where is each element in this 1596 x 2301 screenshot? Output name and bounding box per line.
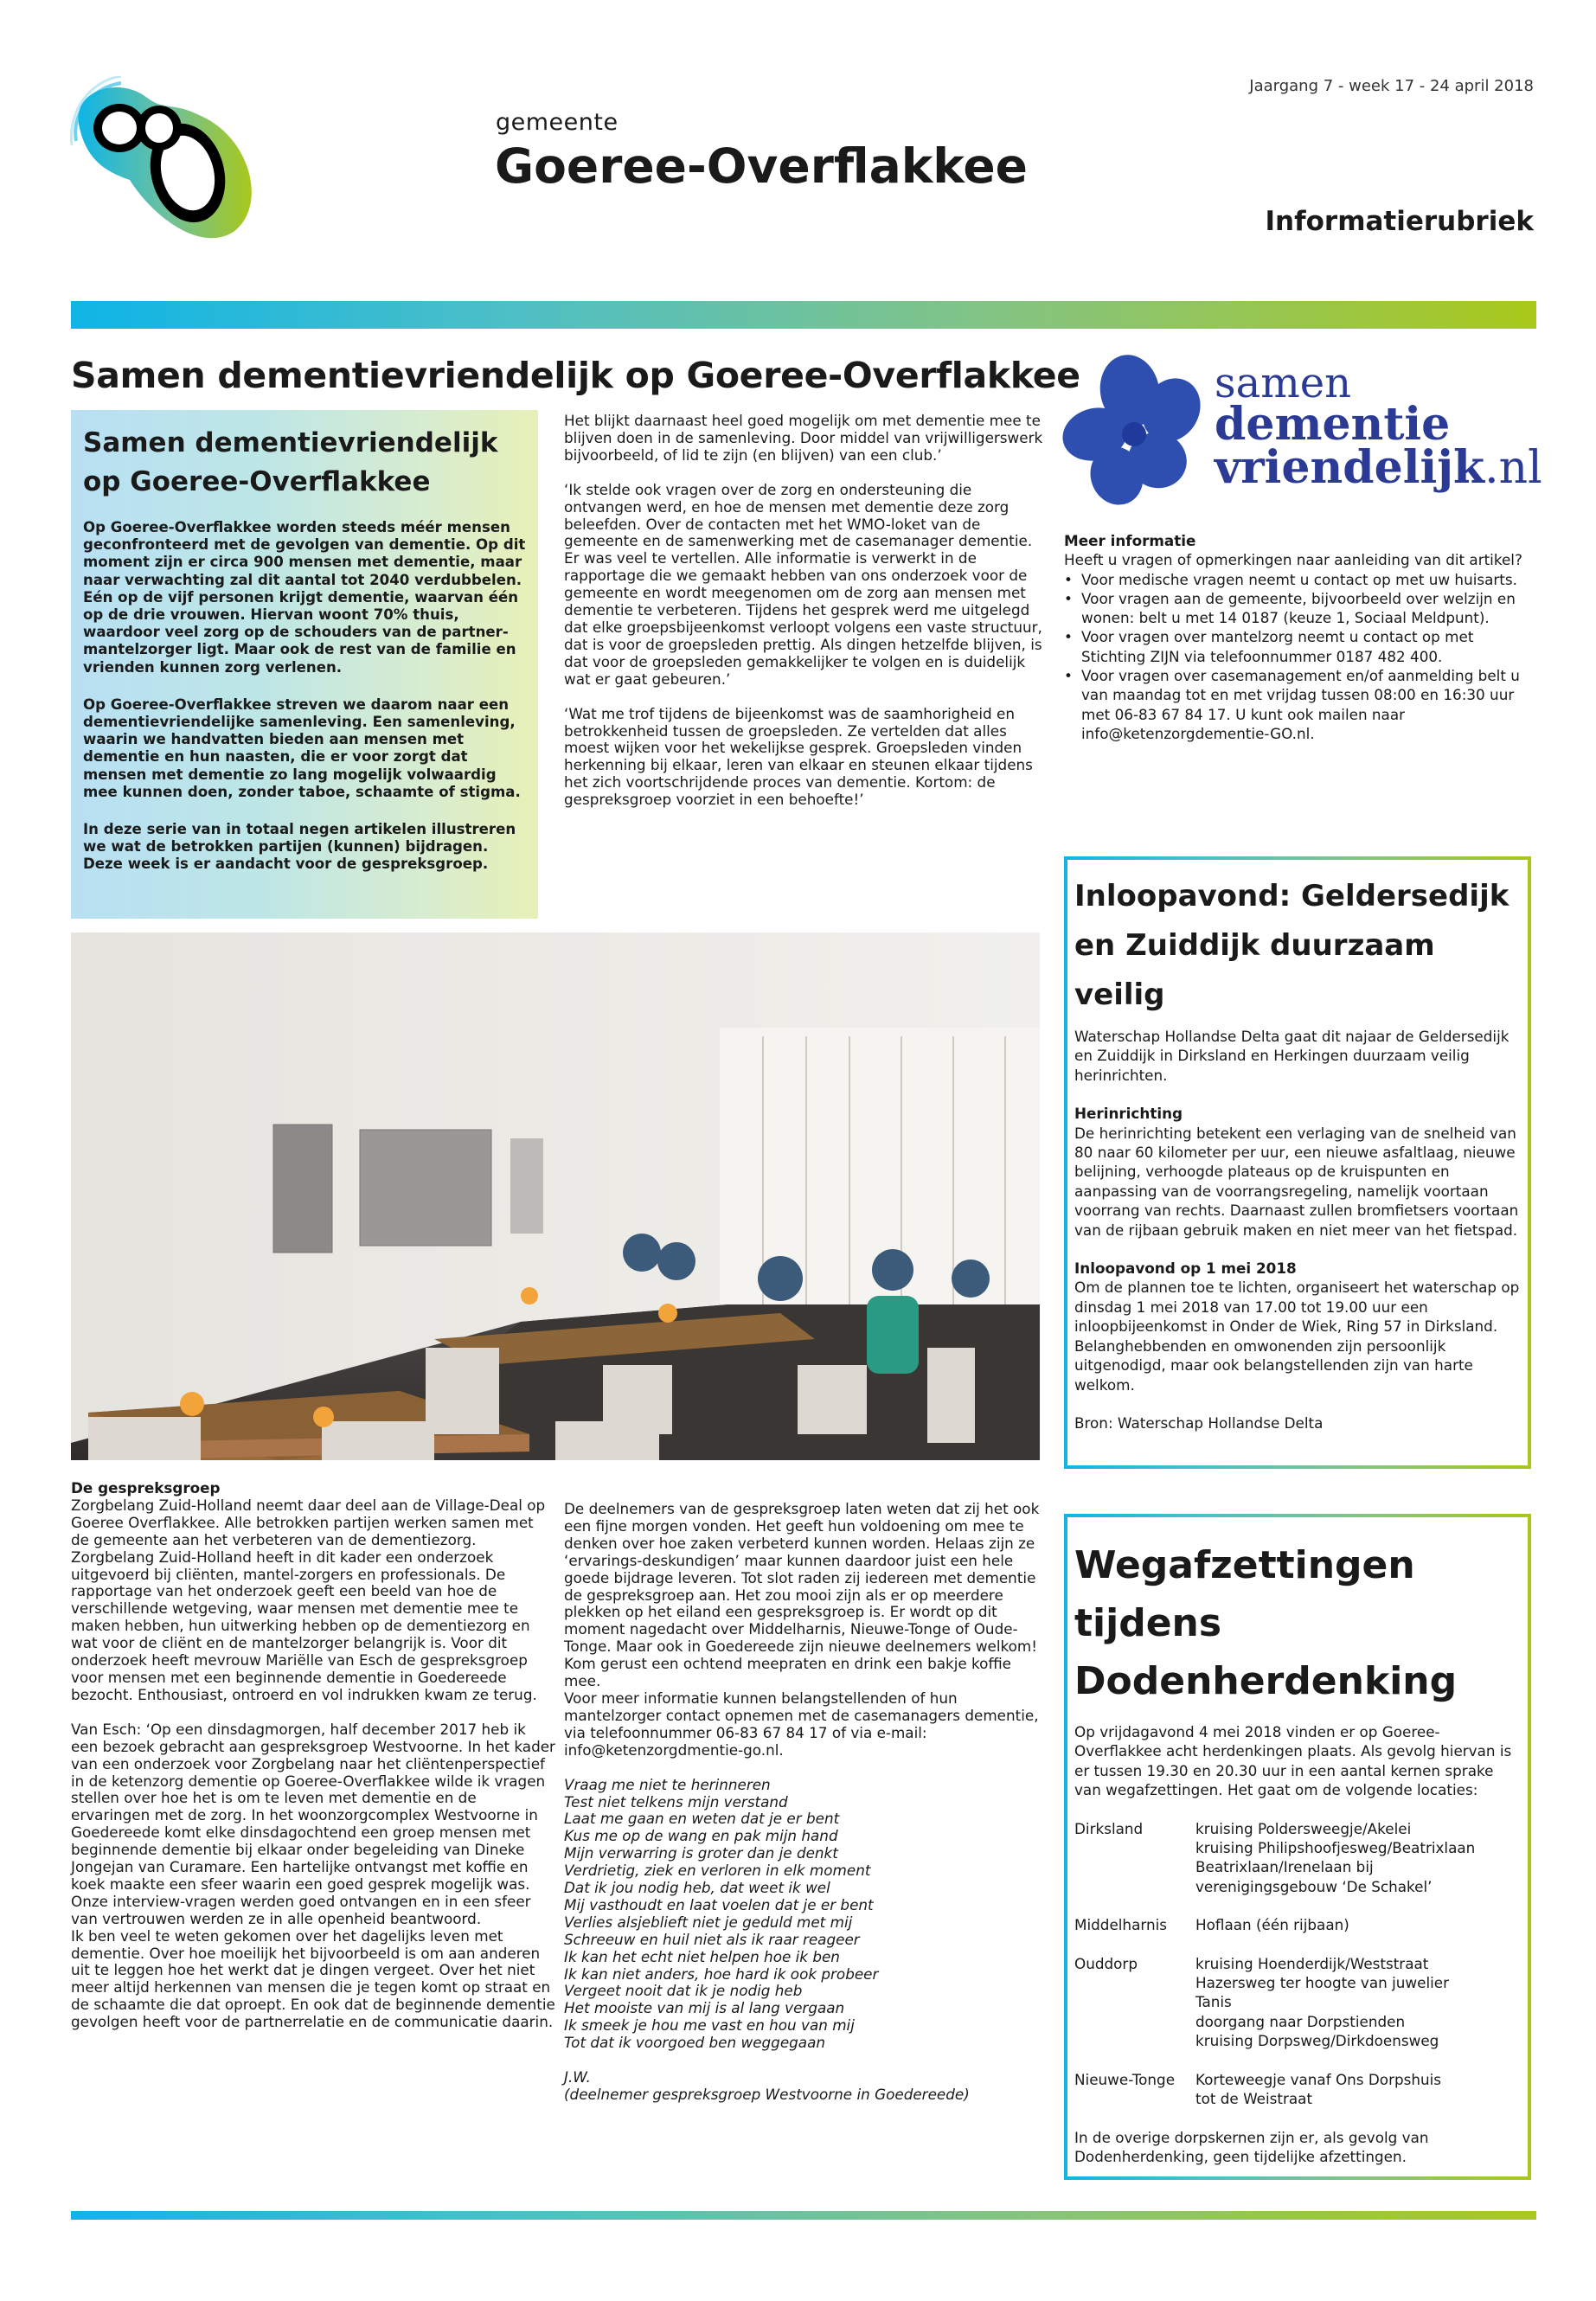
municipality-name: Goeree-Overflakkee — [495, 138, 1028, 194]
dining-room-photo — [71, 933, 1040, 1460]
poem-line: Vraag me niet te herinneren — [564, 1775, 771, 1793]
poem-line: Laat me gaan en weten dat je er bent — [564, 1810, 840, 1828]
poem-line: Mijn verwarring is groter dan je denkt — [564, 1844, 838, 1862]
more-info-item: • Voor vragen over mantelzorg neemt u contact op met Stichting ZIJN via telefoonnummer 0187 482 400. — [1064, 627, 1540, 666]
poem-line: Dat ik jou nodig heb, dat weet ik wel — [564, 1879, 830, 1897]
inloopavond-title: Inloopavond: Geldersedijk en Zuiddijk duurzaam veilig — [1074, 879, 1509, 1012]
poem-line: Schreeuw en huil niet als ik raar reageer — [564, 1930, 860, 1948]
municipality-prefix: gemeente — [496, 109, 619, 136]
article-paragraph: Zorgbelang Zuid-Holland neemt daar deel aan de Village-Deal op Goeree Overflakkee. Alle betrokken partijen werken samen met de gemeente aan het verbeteren van de dementiezorg. Zorgbelang Zuid-Holland heeft in dit kader een onderzoek uitgevoerd bij cliënten, mantel-zorgers en professionals. De rapportage van het onderzoek geeft een beeld van hoe de verschillende wetgeving, waar mensen met dementie mee te maken hebben, hun uitwerking hebben op de dementiezorg en wat voor de cliënt en de mantelzorger belangrijk is. Voor dit onderzoek heeft mevrouw Mariëlle van Esch de gespreksgroep voor mensen met een beginnende dementie in Goedereede bezocht. Enthousiast, ontroerd en vol indrukken kwam ze terug. — [71, 1496, 546, 1703]
closure-street: kruising Dorpsweg/Dirkdoensweg — [1195, 2032, 1439, 2050]
article-paragraph: Van Esch: ‘Op een dinsdagmorgen, half december 2017 heb ik een bezoek gebracht aan gespreksgroep Westvoorne. In het kader van een onderzoek voor Zorgbelang naar het cliëntenperspectief in de ketenzorg dementie op Goeree-Overflakkee wilde ik vragen stellen over hoe het is om te leven met dementie en de ervaringen met de zorg. In het woonzorgcomplex Westvoorne in Goedereede komt elke dinsdagochtend een groep mensen met beginnende dementie bij elkaar onder begeleiding van Dineke Jongejan van Curamare. Een hartelijke ontvangst met koffie en koek maakte een sfeer waarin een goed gesprek mogelijk was. Onze interview-vragen werden goed ontvangen en in een sfeer van vertrouwen werden ze in alle openheid beantwoord. — [71, 1720, 555, 1927]
poem-lines — [564, 1777, 1048, 2053]
closure-location-row — [1074, 1819, 1521, 1897]
closure-location-row — [1074, 1915, 1521, 1934]
inloopavond-box — [1064, 856, 1531, 1469]
closure-town: Dirksland — [1074, 1819, 1144, 1837]
poem-line: Kus me op de wang en pak mijn hand — [564, 1827, 838, 1845]
inloopavond-date-heading: Inloopavond op 1 mei 2018 — [1074, 1259, 1297, 1278]
closure-street: kruising Philipshoofjesweg/Beatrixlaan — [1195, 1839, 1476, 1857]
poem-line: Test niet telkens mijn verstand — [564, 1792, 788, 1811]
more-info-heading: Meer informatie — [1064, 532, 1196, 549]
closure-street: Hazersweg ter hoogte van juwelier — [1195, 1974, 1449, 1992]
more-info-list — [1064, 570, 1540, 744]
partner-logo-line3: vriendelijk.nl — [1215, 441, 1542, 494]
article-photo — [71, 933, 1040, 1460]
herinrichting-heading: Herinrichting — [1074, 1105, 1183, 1123]
poem-line: Vergeet nooit dat ik je nodig heb — [564, 1982, 803, 2000]
wegafzettingen-intro: Op vrijdagavond 4 mei 2018 vinden er op Goeree-Overflakkee acht herdenkingen plaats. Als gevolg hiervan is er tussen 19.30 en 20.30 uur in een aantal kernen sprake van wegafzettingen. Het gaat om de volgende locaties: — [1074, 1723, 1512, 1799]
article-paragraph: Ik ben veel te weten gekomen over het dagelijks leven met dementie. Over hoe moeilijk het bijvoorbeeld is om aan anderen uit te leggen hoe het werkt dat je dingen vergeet. Over het niet meer altijd herkennen van mensen die je tegen komt op straat en de schaamte die dat oproept. En ook dat de beginnende dementie gevolgen heeft voor de partnerrelatie en de communicatie daarin. — [71, 1926, 555, 2031]
intro-paragraph: In deze serie van in totaal negen artikelen illustreren we wat de betrokken partijen (kunnen) bijdragen. Deze week is er aandacht voor de gespreksgroep. — [83, 821, 516, 873]
wegafzettingen-closing: In de overige dorpskernen zijn er, als gevolg van Dodenherdenking, geen tijdelijke afzettingen. — [1074, 2128, 1429, 2165]
closure-streets — [1195, 2070, 1441, 2109]
closure-location-row — [1074, 1954, 1521, 2051]
poem — [564, 1777, 1048, 2104]
more-info-item: • Voor vragen over casemanagement en/of aanmelding belt u van maandag tot en met vrijdag tussen 08:00 en 16:30 uur met 06-83 67 84 17. U kunt ook mailen naar info@ketenzorgdementie-GO.nl. — [1064, 666, 1540, 743]
closure-street: Beatrixlaan/Irenelaan bij — [1195, 1858, 1374, 1876]
closure-town: Middelharnis — [1074, 1916, 1167, 1934]
poem-line: Verlies alsjeblieft niet je geduld met mij — [564, 1913, 853, 1931]
header-gradient-bar — [71, 301, 1536, 329]
closure-streets — [1195, 1954, 1449, 2051]
article-paragraph: ‘Ik stelde ook vragen over de zorg en ondersteuning die ontvangen werd, en hoe de mensen met dementie deze zorg beleefden. Over de contacten met het WMO-loket van de gemeente en de samenwerking met de casemanager dementie. Er was veel te vertellen. Alle informatie is verwerkt in de rapportage die we gemaakt hebben van ons onderzoek voor de gemeente en wordt meegenomen om de zorg aan mensen met dementie te verbeteren. Tijdens het gesprek werd me uitgelegd dat elke groepsbijeenkomst verloopt volgens een vaste structuur, dat is voor de groepsleden prettig. Als dingen hetzelfde blijven, is dat voor de groepsleden gemakkelijker te volgen en is duidelijk wat er gaat gebeuren.’ — [564, 480, 1042, 688]
closure-street: verenigingsgebouw ‘De Schakel’ — [1195, 1877, 1433, 1895]
closure-street: kruising Poldersweegje/Akelei — [1195, 1819, 1412, 1837]
poem-line: Tot dat ik voorgoed ben weggegaan — [564, 2034, 825, 2052]
article-paragraph: De deelnemers van de gespreksgroep laten weten dat zij het ook een fijne morgen vonden. Het geeft hun voldoening om mee te denken over hoe zaken verbeterd kunnen worden. Helaas zijn ze ‘ervarings-deskundigen’ maar kunnen daardoor juist een hele goede bijdrage leveren. Tot slot raden zij iedereen met dementie de gespreksgroep aan. Het zou mooi zijn als er op meerdere plekken op het eiland een gespreksgroep is. Er wordt op dit moment nagedacht over Middelharnis, Nieuwe-Tonge of Oude-Tonge. Maar ook in Goedereede zijn nieuwe deelnemers welkom! Kom gerust een ochtend meepraten en drink een bakje koffie mee. — [564, 1500, 1040, 1690]
forget-me-not-flower-icon — [1061, 348, 1212, 512]
more-info-item: • Voor vragen aan de gemeente, bijvoorbeeld over welzijn en wonen: belt u met 14 0187 (keuze 1, Sociaal Meldpunt). — [1064, 589, 1540, 628]
inloopavond-intro: Waterschap Hollandse Delta gaat dit najaar de Geldersedijk en Zuiddijk in Dirksland en Herkingen duurzaam veilig herinrichten. — [1074, 1028, 1509, 1084]
closure-street: Tanis — [1195, 1993, 1232, 2011]
partner-logo-suffix: .nl — [1484, 442, 1542, 494]
gespreksgroep-heading: De gespreksgroep — [71, 1479, 221, 1497]
poem-author: J.W. — [564, 2068, 591, 2086]
herinrichting-text: De herinrichting betekent een verlaging van de snelheid van 80 naar 60 kilometer per uur, een nieuwe asfaltlaag, nieuwe belijning, verhoogde plateaus op de kruispunten en aanpassing van de voorrangsregeling, namelijk voortaan voorrang van rechts. Daarnaast zullen bromfietsers voortaan van de rijbaan gebruik maken en niet meer van het fietspad. — [1074, 1124, 1519, 1239]
partner-logo-line1: samen — [1215, 359, 1352, 407]
closure-street: tot de Weistraat — [1195, 2090, 1313, 2108]
intro-paragraph: Op Goeree-Overflakkee worden steeds méér mensen geconfronteerd met de gevolgen van dementie. Op dit moment zijn er circa 900 mensen met dementie, maar naar verwachting zal dit aantal tot 2040 verdubbelen. Eén op de vijf personen krijgt dementie, waarvan één op de drie vrouwen. Hiervan woont 70% thuis, waardoor veel zorg op de schouders van de partner-mantelzorger ligt. Maar ook de rest van de familie en vrienden kunnen zorg verlenen. — [83, 519, 526, 676]
article-paragraph: ‘Wat me trof tijdens de bijeenkomst was de saamhorigheid en betrokkenheid tussen de groepsleden. Ze vertelden dat alles moest wijken voor het wekelijkse gesprek. Groepsleden vinden herkenning bij elkaar, leren van elkaar en steunen elkaar tijdens het zich voortschrijdende proces van dementie. Kortom: de gespreksgroep voorziet in een behoefte!’ — [564, 704, 1033, 809]
closure-street: Korteweegje vanaf Ons Dorpshuis — [1195, 2070, 1442, 2088]
poem-author-note: (deelnemer gespreksgroep Westvoorne in Goedereede) — [564, 2086, 970, 2103]
poem-line: Het mooiste van mij is al lang vergaan — [564, 1999, 845, 2017]
poem-line: Ik kan niet anders, hoe hard ik ook probeer — [564, 1965, 879, 1983]
more-info-item: • Voor medische vragen neemt u contact op met uw huisarts. — [1064, 570, 1540, 589]
wegafzettingen-box — [1064, 1514, 1531, 2180]
closure-streets — [1195, 1915, 1349, 1934]
article-paragraph: Het blijkt daarnaast heel goed mogelijk om met dementie mee te blijven doen in de samenleving. Door middel van vrijwilligerswerk bijvoorbeeld, of lid te zijn (en blijven) van een club.’ — [564, 412, 1043, 464]
closure-location-row — [1074, 2070, 1521, 2109]
article-column-1-bottom — [71, 1480, 555, 2048]
inloopavond-date-text: Om de plannen toe te lichten, organiseert het waterschap op dinsdag 1 mei 2018 van 17.00 tot 19.00 uur een inloopbijeenkomst in Onder de Wiek, Ring 57 in Dirksland. Belanghebbenden en omwonenden zijn persoonlijk uitgenodigd, maar ook belangstellenden zijn van harte welkom. — [1074, 1279, 1520, 1394]
closure-street: Hoflaan (één rijbaan) — [1195, 1916, 1349, 1934]
partner-logo-line2: dementie — [1215, 398, 1451, 451]
inloopavond-source: Bron: Waterschap Hollandse Delta — [1074, 1413, 1324, 1432]
main-article-title: Samen dementievriendelijk op Goeree-Overflakkee — [71, 355, 1080, 396]
wegafzettingen-title: Wegafzettingen tijdens Dodenherdenking — [1074, 1543, 1458, 1703]
section-label: Informatierubriek — [1265, 206, 1534, 237]
footer-gradient-bar — [71, 2211, 1536, 2220]
closure-town: Nieuwe-Tonge — [1074, 2070, 1176, 2088]
intro-box-title: Samen dementievriendelijk op Goeree-Overflakkee — [83, 427, 498, 497]
closure-locations — [1074, 1819, 1521, 2109]
intro-box — [71, 410, 538, 919]
closure-town: Ouddorp — [1074, 1954, 1138, 1972]
poem-line: Ik kan het echt niet helpen hoe ik ben — [564, 1947, 840, 1965]
issue-line: Jaargang 7 - week 17 - 24 april 2018 — [1249, 77, 1534, 95]
closure-street: doorgang naar Dorpstienden — [1195, 2012, 1406, 2030]
closure-streets — [1195, 1819, 1475, 1897]
article-column-2-bottom — [564, 1501, 1048, 2104]
poem-line: Ik smeek je hou me vast en hou van mij — [564, 2016, 855, 2035]
article-column-2-top — [564, 413, 1044, 826]
more-info-intro: Heeft u vragen of opmerkingen naar aanleiding van dit artikel? — [1064, 551, 1522, 569]
more-info-section — [1064, 531, 1540, 743]
samen-dementievriendelijk-logo — [1061, 348, 1545, 512]
article-paragraph: Voor meer informatie kunnen belangstellenden of hun mantelzorger contact opnemen met de casemanagers dementie, via telefoonnummer 06-83 67 84 17 of via e-mail: info@ketenzorgdmentie-go.nl. — [564, 1689, 1039, 1759]
poem-line: Verdrietig, ziek en verloren in elk moment — [564, 1862, 871, 1880]
poem-line: Mij vasthoudt en laat voelen dat je er bent — [564, 1895, 874, 1913]
municipality-logo — [69, 76, 277, 240]
closure-street: kruising Hoenderdijk/Weststraat — [1195, 1954, 1429, 1972]
intro-paragraph: Op Goeree-Overflakkee streven we daarom naar een dementievriendelijke samenleving. Een samenleving, waarin we handvatten bieden aan mensen met dementie en hun naasten, die er voor zorgt dat mensen met dementie zo lang mogelijk volwaardig mee kunnen doen, zonder taboe, schaamte of stigma. — [83, 695, 521, 800]
